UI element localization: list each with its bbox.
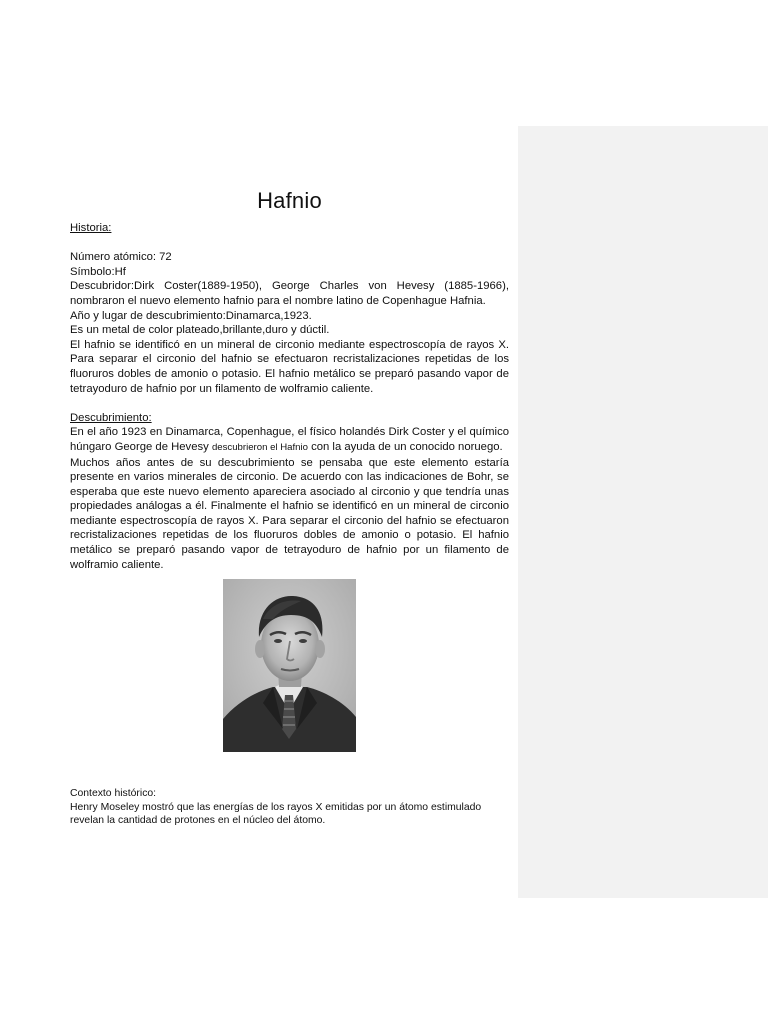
simbolo: Símbolo:Hf xyxy=(70,265,126,278)
descubrimiento-p1-end: con la ayuda de un conocido noruego. xyxy=(307,440,503,453)
contexto-heading: Contexto histórico: xyxy=(70,788,157,799)
document-body xyxy=(70,188,509,752)
portrait-photo xyxy=(223,579,356,752)
metal-descripcion: Es un metal de color plateado,brillante,duro y dúctil. xyxy=(70,324,330,337)
historia-heading: Historia: xyxy=(70,222,112,234)
descubrimiento-p1-start: En el año 1923 en Dinamarca, Copenhague, el físico holandés Dirk Coster y el químico húngaro George de Hevesy xyxy=(70,426,509,453)
descubrimiento-heading: Descubrimiento: xyxy=(70,411,152,424)
comment-pane xyxy=(518,126,768,898)
identificacion-paragraph: El hafnio se identificó en un mineral de circonio mediante espectroscopía de rayos X. Para separar el circonio del hafnio se efectuaron recristalizaciones repetidas de los fluoruros dobles de amonio o potasio. El hafnio metálico se preparó pasando vapor de tetrayoduro de hafnio por un filamento de wolframio caliente. xyxy=(70,338,509,395)
contexto-section xyxy=(70,787,510,828)
spacer xyxy=(70,236,509,251)
document-title: Hafnio xyxy=(257,188,322,213)
numero-atomico: Número atómico: 72 xyxy=(70,251,172,264)
contexto-text: Henry Moseley mostró que las energías de los rayos X emitidas por un átomo estimulado revelan la cantidad de protones en el núcleo del átomo. xyxy=(70,801,482,827)
descubrimiento-p1-small: descubrieron el Hafnio xyxy=(211,441,308,453)
anio-lugar: Año y lugar de descubrimiento:Dinamarca,1923. xyxy=(70,309,312,322)
descubrimiento-paragraph-2: Muchos años antes de su descubrimiento se pensaba que este elemento estaría presente en varios minerales de circonio. De acuerdo con las indicaciones de Bohr, se esperaba que este nuevo elemento apareciera asociado al circonio y que tendría unas propiedades análogas a él. Finalmente el hafnio se identificó en un mineral de circonio mediante espectroscopía de rayos X. Para separar el circonio del hafnio se efectuaron recristalizaciones repetidas de los fluoruros dobles de amonio o potasio. El hafnio metálico se preparó pasando vapor de tetrayoduro de hafnio por un filamento de wolframio caliente. xyxy=(70,456,509,571)
descubridor: Descubridor:Dirk Coster(1889-1950), George Charles von Hevesy (1885-1966), nombraron el nuevo elemento hafnio para el nombre latino de Copenhague Hafnia. xyxy=(70,280,509,307)
descubrimiento-paragraph-1 xyxy=(70,425,509,455)
spacer xyxy=(70,396,509,411)
